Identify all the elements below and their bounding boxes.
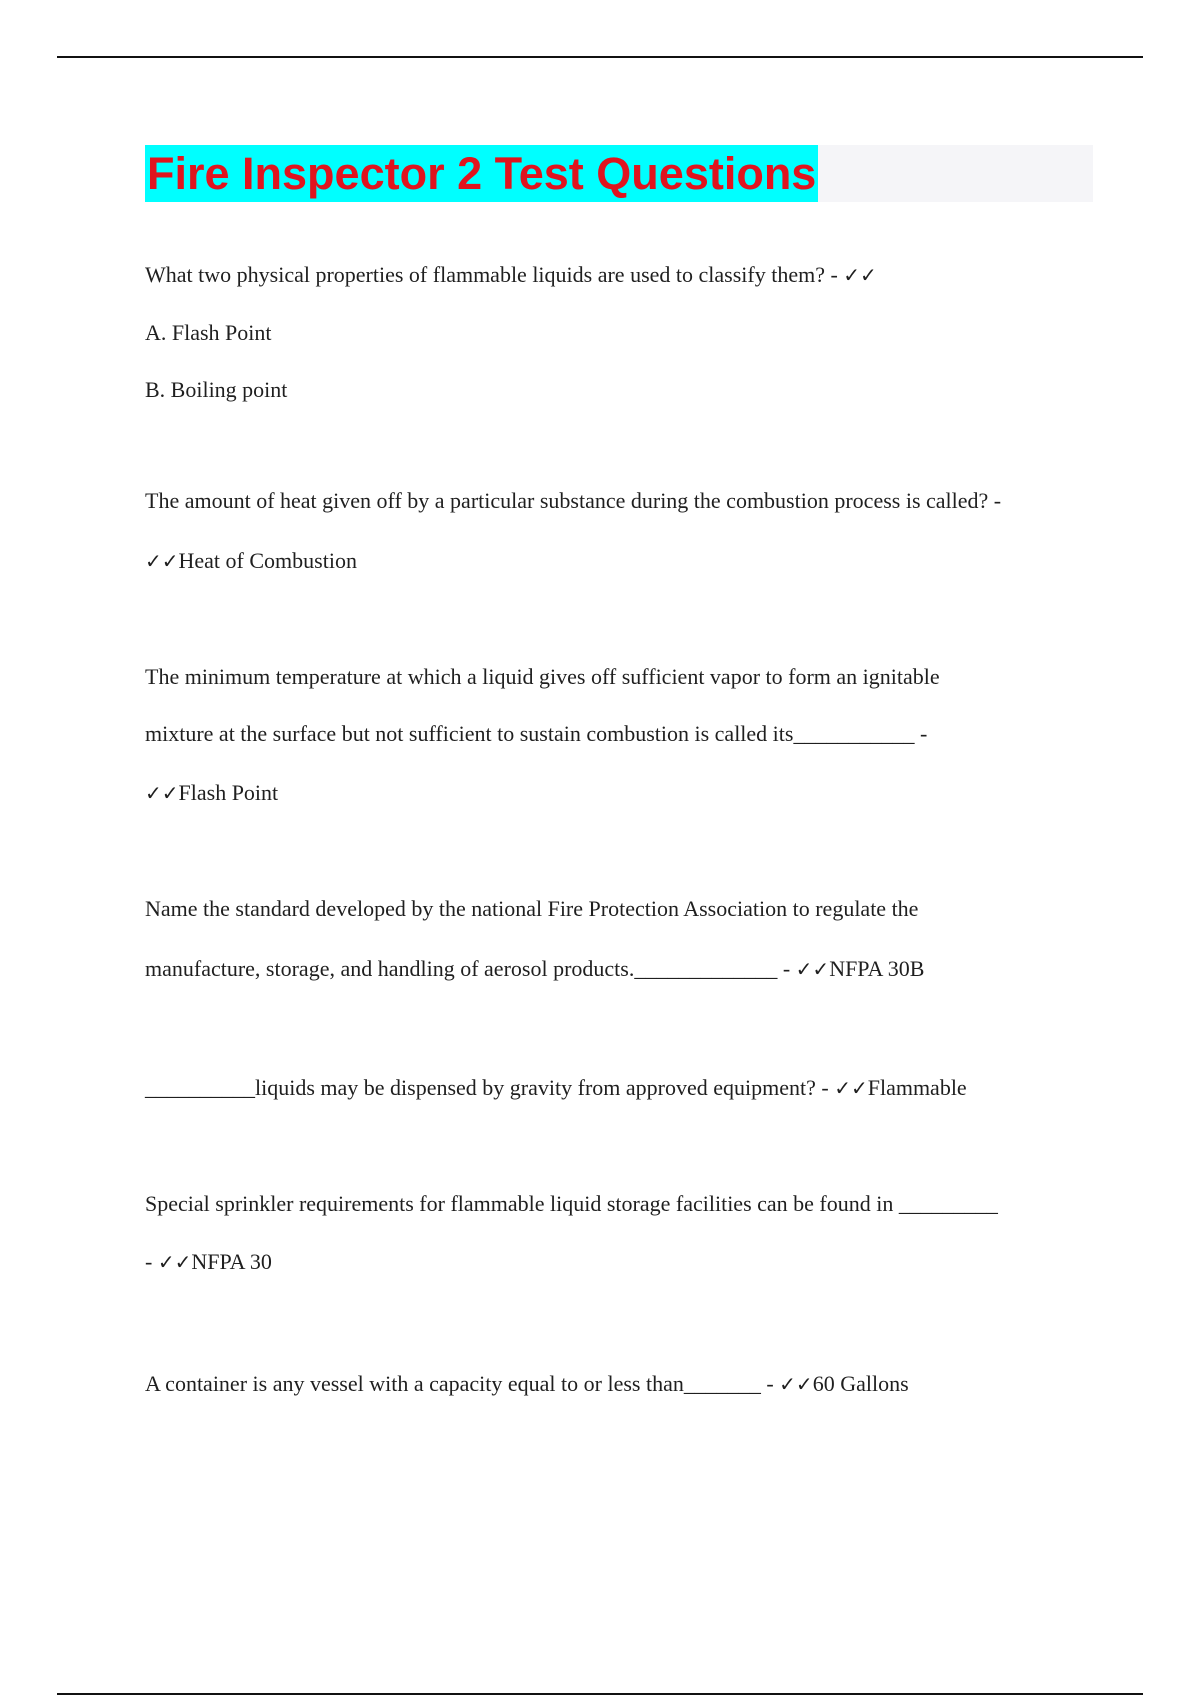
question-text: - bbox=[145, 1249, 153, 1274]
question-text: A container is any vessel with a capacity equal to or less than_______ - bbox=[145, 1371, 774, 1396]
check-mark-icon: ✓✓ bbox=[779, 1372, 813, 1396]
answer-text: NFPA 30 bbox=[191, 1249, 272, 1274]
top-rule bbox=[57, 56, 1143, 58]
check-mark-icon: ✓✓ bbox=[145, 781, 179, 805]
question-6-text-line-2 bbox=[145, 1248, 272, 1276]
question-3-text-line-1: The minimum temperature at which a liquid gives off sufficient vapor to form an ignitable bbox=[145, 664, 940, 689]
page-title: Fire Inspector 2 Test Questions bbox=[145, 145, 818, 202]
question-4-text-line-1: Name the standard developed by the national Fire Protection Association to regulate the bbox=[145, 896, 919, 921]
answer-text: Heat of Combustion bbox=[178, 548, 357, 573]
question-6-text-line-1: Special sprinkler requirements for flammable liquid storage facilities can be found in _________ bbox=[145, 1191, 998, 1216]
question-1-text: What two physical properties of flammable liquids are used to classify them? - bbox=[145, 262, 838, 287]
bottom-rule bbox=[57, 1693, 1143, 1695]
answer-text: NFPA 30B bbox=[829, 956, 925, 981]
question-1-answer-b: B. Boiling point bbox=[145, 377, 288, 402]
check-mark-icon: ✓✓ bbox=[843, 263, 877, 287]
question-5 bbox=[145, 1074, 967, 1102]
question-1 bbox=[145, 261, 877, 289]
check-mark-icon: ✓✓ bbox=[145, 549, 179, 573]
check-mark-icon: ✓✓ bbox=[157, 1250, 192, 1274]
question-2-answer bbox=[145, 547, 357, 575]
answer-text: 60 Gallons bbox=[812, 1371, 909, 1396]
answer-text: Flash Point bbox=[178, 780, 279, 805]
check-mark-icon: ✓✓ bbox=[834, 1076, 868, 1100]
check-mark-icon: ✓✓ bbox=[795, 957, 830, 981]
question-3-answer bbox=[145, 779, 278, 807]
question-text: manufacture, storage, and handling of aerosol products._____________ - bbox=[145, 956, 791, 981]
answer-text: Flammable bbox=[867, 1075, 967, 1100]
question-7 bbox=[145, 1370, 909, 1398]
question-1-answer-a: A. Flash Point bbox=[145, 320, 272, 345]
question-text: __________liquids may be dispensed by gravity from approved equipment? - bbox=[145, 1075, 829, 1100]
question-3-text-line-2: mixture at the surface but not sufficient to sustain combustion is called its___________ - bbox=[145, 721, 928, 746]
question-4-text-line-2 bbox=[145, 955, 924, 983]
question-2-text: The amount of heat given off by a particular substance during the combustion process is called? - bbox=[145, 488, 1002, 513]
